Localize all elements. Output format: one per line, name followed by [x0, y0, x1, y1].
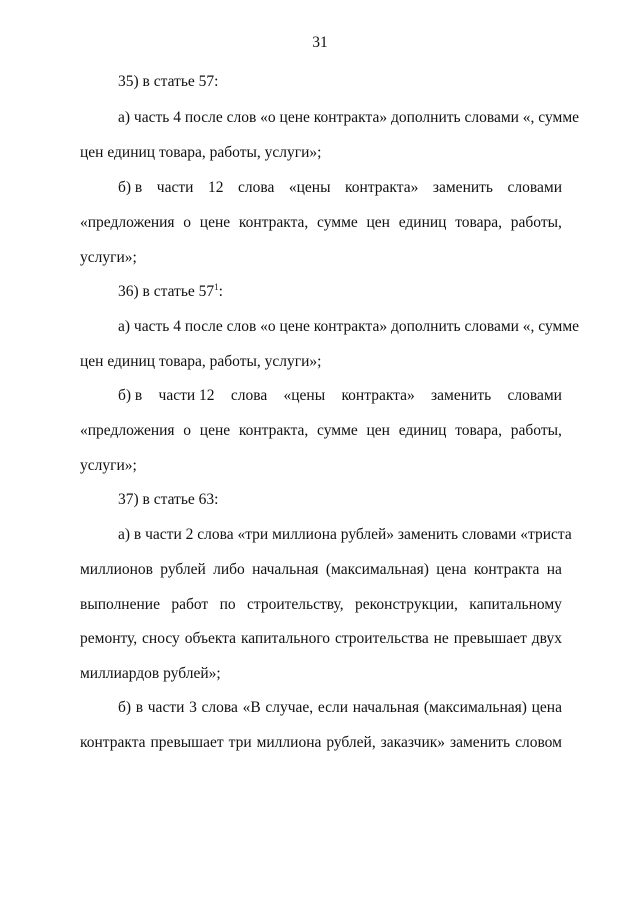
word: словами	[507, 387, 562, 404]
word: б) в	[118, 387, 143, 404]
word: о	[183, 422, 192, 439]
word: реконструкции,	[355, 596, 458, 613]
word: цене	[199, 214, 231, 231]
word: цена	[531, 699, 562, 716]
item-35b-line-3: услуги»;	[80, 249, 137, 266]
item-35a-line-1: а) часть 4 после слов «о цене контракта» дополнить словами «, сумме	[118, 109, 580, 126]
item-36b-line-2	[80, 422, 562, 440]
word: объекта	[184, 630, 237, 647]
word: 12	[207, 179, 224, 196]
item-37a-line-3	[80, 596, 562, 614]
word: б) в	[118, 179, 143, 196]
word: сносу	[142, 630, 180, 647]
word: единиц	[398, 422, 447, 439]
word: капитальному	[469, 596, 562, 613]
word: о	[183, 214, 192, 231]
item-35b-line-1	[118, 179, 562, 197]
word: цен	[366, 422, 390, 439]
word: заменить	[431, 387, 492, 404]
word: заменить	[450, 734, 511, 751]
word: а) в части 2 слова «три миллиона рублей» заменить словами «триста	[118, 526, 572, 543]
word: контракта	[473, 561, 540, 578]
word: контракта,	[238, 214, 309, 231]
item-36-heading-colon: :	[218, 283, 223, 300]
word: слова	[201, 699, 238, 716]
page-number: 31	[312, 34, 328, 51]
word: работ	[171, 596, 209, 613]
item-35a-line-2: цен единиц товара, работы, услуги»;	[80, 144, 322, 161]
word: сумме	[317, 422, 358, 439]
word: товара,	[455, 214, 503, 231]
word: миллиона	[256, 734, 322, 751]
word: три	[228, 734, 252, 751]
word: «цены	[288, 179, 331, 196]
word: выполнение	[80, 596, 160, 613]
item-36-superscript: 1	[214, 281, 219, 292]
word: строительства	[334, 630, 429, 647]
word: двух	[531, 630, 562, 647]
item-35-heading: 35) в статье 57:	[118, 73, 219, 90]
word: капитального	[240, 630, 331, 647]
word: контракта	[80, 734, 146, 751]
word: цене	[199, 422, 231, 439]
word: заказчик»	[380, 734, 446, 751]
word: слова	[230, 387, 268, 404]
word: работы,	[510, 422, 562, 439]
word: миллионов	[80, 561, 153, 578]
word: словами	[507, 179, 562, 196]
word: в	[135, 699, 144, 716]
word: товара,	[455, 422, 503, 439]
word: (максимальная)	[423, 699, 527, 716]
word: начальная	[252, 561, 319, 578]
word: случае,	[265, 699, 314, 716]
word: не	[433, 630, 449, 647]
word: части	[156, 179, 194, 196]
item-37a-line-5: миллиардов рублей»;	[80, 665, 221, 682]
item-36-heading-text: 36) в статье 57	[118, 283, 215, 300]
word: слова	[237, 179, 275, 196]
item-37a-line-4	[80, 630, 562, 648]
word: превышает	[453, 630, 527, 647]
word: «цены	[283, 387, 326, 404]
item-37b-line-2	[80, 734, 562, 752]
word: превышает	[150, 734, 224, 751]
item-37a-line-2	[80, 561, 562, 579]
word: «В	[242, 699, 261, 716]
word: рублей	[160, 561, 206, 578]
word: если	[317, 699, 349, 716]
item-36-heading	[118, 283, 223, 301]
word: 3	[189, 699, 197, 716]
word: «предложения	[80, 422, 175, 439]
word: сумме	[317, 214, 358, 231]
word: «предложения	[80, 214, 175, 231]
item-36a-line-2: цен единиц товара, работы, услуги»;	[80, 353, 322, 370]
word: либо	[213, 561, 245, 578]
item-36b-line-3: услуги»;	[80, 457, 137, 474]
item-35b-line-2	[80, 214, 562, 232]
word: контракта»	[345, 179, 419, 196]
item-37b-line-1	[118, 699, 562, 717]
word: цена	[436, 561, 467, 578]
item-36b-line-1	[118, 387, 562, 405]
word: б)	[118, 699, 132, 716]
item-36a-line-1: а) часть 4 после слов «о цене контракта» дополнить словами «, сумме	[118, 318, 580, 335]
word: словом	[515, 734, 562, 751]
word: единиц	[398, 214, 447, 231]
item-37a-line-1	[118, 526, 572, 544]
word: контракта,	[238, 422, 309, 439]
word: строительству,	[247, 596, 344, 613]
word: на	[546, 561, 562, 578]
word: цен	[366, 214, 390, 231]
word: ремонту,	[80, 630, 138, 647]
item-37-heading: 37) в статье 63:	[118, 491, 219, 508]
word: заменить	[432, 179, 493, 196]
word: части	[147, 699, 185, 716]
word: начальная	[352, 699, 420, 716]
word: части 12	[158, 387, 215, 404]
word: контракта»	[341, 387, 415, 404]
word: по	[219, 596, 236, 613]
word: рублей,	[326, 734, 376, 751]
word: (максимальная)	[325, 561, 429, 578]
word: работы,	[510, 214, 562, 231]
